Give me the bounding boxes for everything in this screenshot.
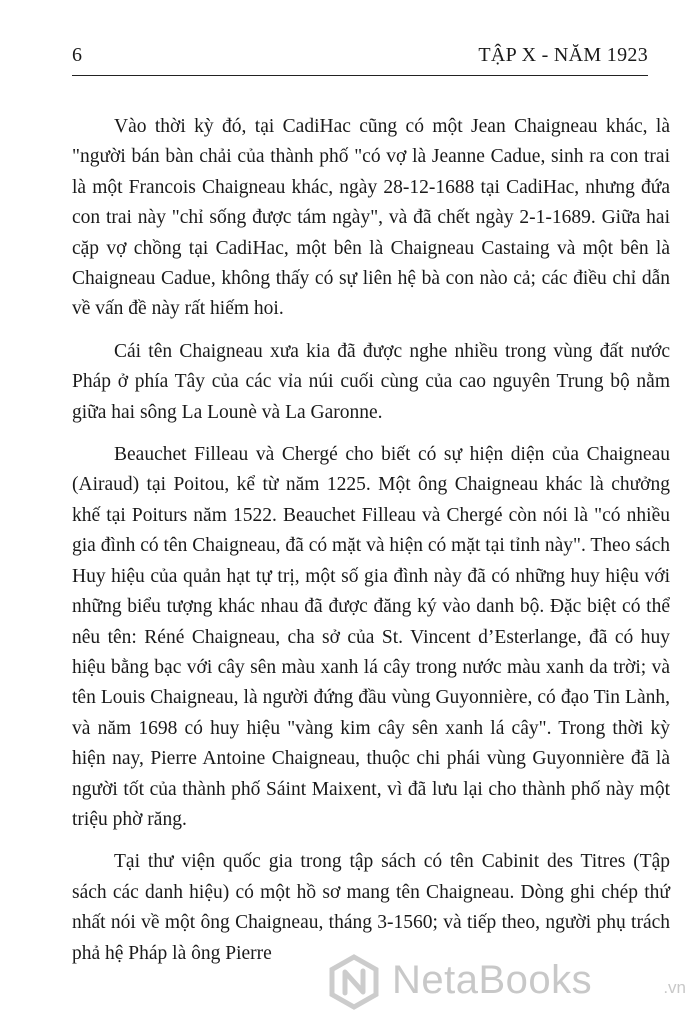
running-head: TẬP X - NĂM 1923 [478, 44, 648, 66]
watermark-suffix: .vn [663, 978, 686, 997]
netabooks-logo-icon [326, 954, 382, 1010]
body-text [72, 112, 670, 981]
paragraph-3: Beauchet Filleau và Chergé cho biết có sự hiện diện của Chaigneau (Airaud) tại Poitou, kể từ năm 1225. Một ông Chaigneau khác là chưởng khế tại Poiturs năm 1522. Beauchet Filleau và Chergé còn nói là "có nhiều gia đình có tên Chaigneau, đã có mặt và hiện có mặt tại tỉnh này". Theo sách Huy hiệu của quản hạt tự trị, một số gia đình này đã có những huy hiệu với những biểu tượng khác nhau đã được đăng ký vào danh bộ. Đặc biệt có thể nêu tên: Réné Chaigneau, cha sở của St. Vincent d’Esterlange, đã có huy hiệu bằng bạc với cây sên màu xanh lá cây trong nước màu xanh da trời; và tên Louis Chaigneau, là người đứng đầu vùng Guyonnière, có đạo Tin Lành, và năm 1698 có huy hiệu "vàng kim cây sên xanh lá cây". Trong thời kỳ hiện nay, Pierre Antoine Chaigneau, thuộc chi phái vùng Guyonnière đã là người tốt của thành phố Sáint Maixent, vì đã lưu lại cho thành phố này một triệu phờ răng. [72, 444, 670, 830]
page-number: 6 [72, 44, 82, 66]
paragraph-2: Cái tên Chaigneau xưa kia đã được nghe nhiều trong vùng đất nước Pháp ở phía Tây của các vỉa núi cuối cùng của cao nguyên Trung bộ nằm giữa hai sông La Lounè và La Garonne. [72, 340, 670, 423]
paragraph-4: Tại thư viện quốc gia trong tập sách có tên Cabinit des Titres (Tập sách các danh hiệu) có một hồ sơ mang tên Chaigneau. Dòng ghi chép thứ nhất nói về một ông Chaigneau, tháng 3-1560; và tiếp theo, người phụ trách phả hệ Pháp là ông Pierre [72, 851, 670, 964]
paragraph-1: Vào thời kỳ đó, tại CadiHac cũng có một Jean Chaigneau khác, là "người bán bàn chải của thành phố "có vợ là Jeanne Cadue, sinh ra con trai là một Francois Chaigneau khác, ngày 28-12-1688 tại CadiHac, nhưng đứa con trai này "chỉ sống được tám ngày", và đã chết ngày 2-1-1689. Giữa hai cặp vợ chồng tại CadiHac, một bên là Chaigneau Castaing và một bên là Chaigneau Cadue, không thấy có sự liên hệ bà con nào cả; các điều chỉ dẫn về vấn đề này rất hiếm hoi. [72, 116, 670, 320]
header-rule [72, 75, 648, 76]
watermark-brand: NetaBooks [392, 958, 593, 1002]
watermark [326, 952, 686, 1012]
page-header [72, 36, 648, 76]
